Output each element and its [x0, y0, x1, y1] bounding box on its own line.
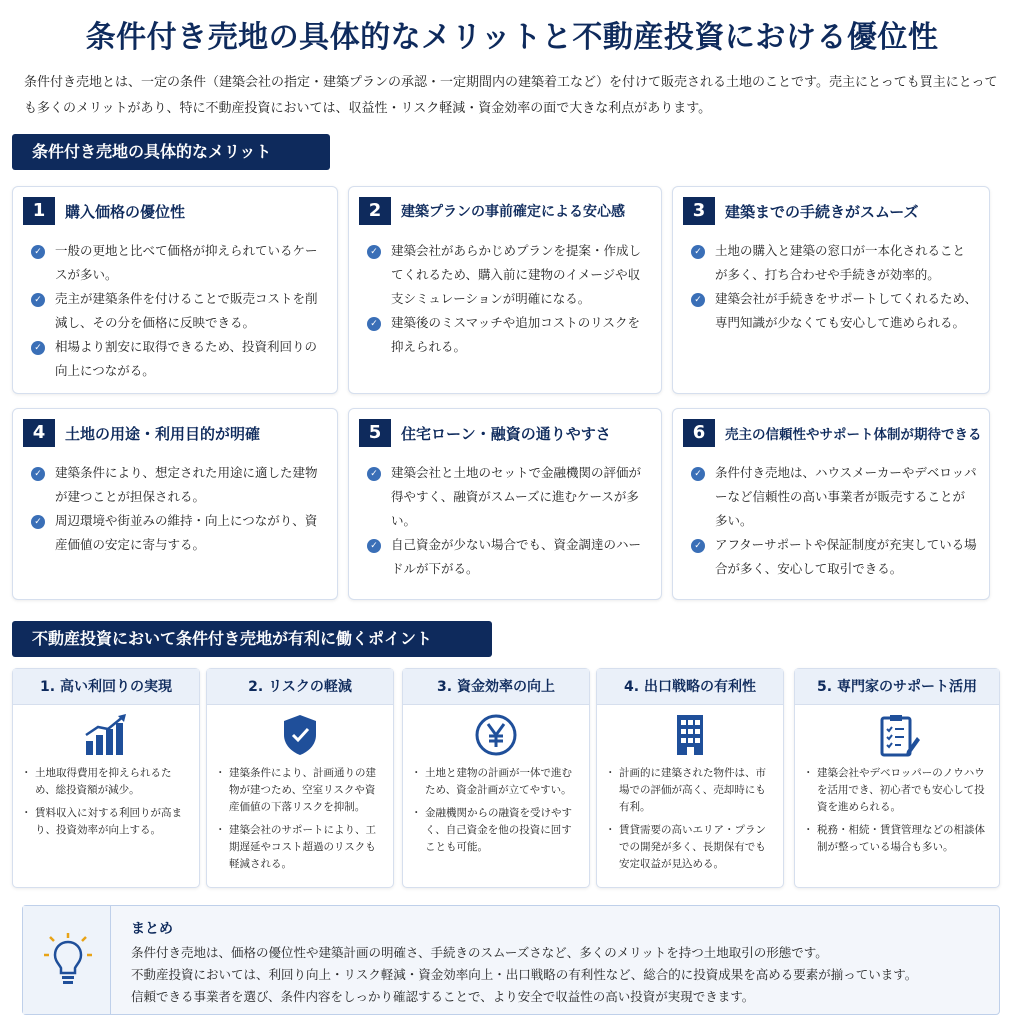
merit-item: ✓ 一般の更地と比べて価格が抑えられているケースが多い。: [31, 239, 325, 287]
merit-card-5: [348, 408, 662, 600]
check-icon: ✓: [31, 245, 45, 259]
point-item: ・ 土地と建物の計画が一体で進むため、資金計画が立てやすい。: [415, 765, 581, 799]
point-item: ・ 金融機関からの融資を受けやすく、自己資金を他の投資に回すことも可能。: [415, 805, 581, 856]
clipboard-icon: [795, 713, 999, 757]
merit-title: 土地の用途・利用目的が明確: [65, 425, 261, 443]
point-title: 3. 資金効率の向上: [403, 669, 589, 705]
yen-icon: [403, 713, 589, 757]
point-item: ・ 建築会社のサポートにより、工期遅延やコスト超過のリスクも軽減される。: [219, 822, 385, 873]
check-icon: ✓: [31, 515, 45, 529]
merit-card-3: [672, 186, 990, 394]
summary-box: [22, 905, 1000, 1015]
point-card-4: [596, 668, 784, 888]
merit-title: 建築までの手続きがスムーズ: [725, 203, 919, 221]
section-header-merits: 条件付き売地の具体的なメリット: [12, 134, 330, 170]
point-item: ・ 計画的に建築された物件は、市場での評価が高く、売却時にも有利。: [609, 765, 775, 816]
point-item: ・ 土地取得費用を抑えられるため、総投資額が減少。: [25, 765, 191, 799]
merit-card-6: [672, 408, 990, 600]
merit-number: 5: [359, 419, 391, 447]
merit-title: 売主の信頼性やサポート体制が期待できる: [725, 427, 982, 443]
page-title: 条件付き売地の具体的なメリットと不動産投資における優位性: [85, 20, 939, 55]
merit-number: 4: [23, 419, 55, 447]
point-title: 1. 高い利回りの実現: [13, 669, 199, 705]
merit-title: 購入価格の優位性: [65, 203, 186, 221]
merit-item: ✓ 売主が建築条件を付けることで販売コストを削減し、その分を価格に反映できる。: [31, 287, 325, 335]
point-card-5: [794, 668, 1000, 888]
point-card-1: [12, 668, 200, 888]
lightbulb-icon: [23, 906, 111, 1014]
check-icon: ✓: [691, 245, 705, 259]
check-icon: ✓: [367, 539, 381, 553]
section-header-points: 不動産投資において条件付き売地が有利に働くポイント: [12, 621, 492, 657]
merit-item: ✓ 周辺環境や街並みの維持・向上につながり、資産価値の安定に寄与する。: [31, 509, 325, 557]
merit-title: 住宅ローン・融資の通りやすさ: [401, 425, 611, 443]
point-title: 5. 専門家のサポート活用: [795, 669, 999, 705]
summary-line: 信頼できる事業者を選び、条件内容をしっかり確認することで、より安全で収益性の高い投資が実現できます。: [131, 989, 755, 1004]
intro-text: 条件付き売地とは、一定の条件（建築会社の指定・建築プランの承認・一定期間内の建築着工など）を付けて販売される土地のことです。売主にとっても買主にとっても多くのメリットがあり、特に不動産投資においては、収益性・リスク軽減・資金効率の面で大きな利点があります。: [24, 75, 998, 116]
merit-card-1: [12, 186, 338, 394]
building-icon: [597, 713, 783, 757]
point-title: 2. リスクの軽減: [207, 669, 393, 705]
merit-item: ✓ 建築会社が手続きをサポートしてくれるため、専門知識が少なくても安心して進められる。: [691, 287, 977, 335]
merit-item: ✓ 建築会社と土地のセットで金融機関の評価が得やすく、融資がスムーズに進むケースが多い。: [367, 461, 649, 533]
merit-title: 建築プランの事前確定による安心感: [401, 204, 625, 220]
check-icon: ✓: [31, 341, 45, 355]
point-item: ・ 賃貸需要の高いエリア・プランでの開発が多く、長期保有でも安定収益が見込める。: [609, 822, 775, 873]
check-icon: ✓: [367, 317, 381, 331]
merit-card-2: [348, 186, 662, 394]
merit-item: ✓ 相場より割安に取得できるため、投資利回りの向上につながる。: [31, 335, 325, 383]
check-icon: ✓: [691, 293, 705, 307]
point-card-2: [206, 668, 394, 888]
summary-title: まとめ: [131, 921, 173, 937]
check-icon: ✓: [367, 245, 381, 259]
merit-number: 2: [359, 197, 391, 225]
shield-icon: [207, 713, 393, 757]
merit-item: ✓ 条件付き売地は、ハウスメーカーやデベロッパーなど信頼性の高い事業者が販売することが多い。: [691, 461, 977, 533]
merit-number: 1: [23, 197, 55, 225]
merit-number: 6: [683, 419, 715, 447]
check-icon: ✓: [31, 467, 45, 481]
merit-item: ✓ 土地の購入と建築の窓口が一本化されることが多く、打ち合わせや手続きが効率的。: [691, 239, 977, 287]
check-icon: ✓: [691, 467, 705, 481]
chart-up-icon: [13, 713, 199, 757]
point-item: ・ 賃料収入に対する利回りが高まり、投資効率が向上する。: [25, 805, 191, 839]
point-card-3: [402, 668, 590, 888]
summary-line: 不動産投資においては、利回り向上・リスク軽減・資金効率向上・出口戦略の有利性など、総合的に投資成果を高める要素が揃っています。: [131, 967, 918, 982]
merit-card-4: [12, 408, 338, 600]
merit-item: ✓ 建築後のミスマッチや追加コストのリスクを抑えられる。: [367, 311, 649, 359]
check-icon: ✓: [31, 293, 45, 307]
point-item: ・ 建築条件により、計画通りの建物が建つため、空室リスクや資産価値の下落リスクを抑制。: [219, 765, 385, 816]
point-item: ・ 建築会社やデベロッパーのノウハウを活用でき、初心者でも安心して投資を進められる。: [807, 765, 991, 816]
merit-item: ✓ 自己資金が少ない場合でも、資金調達のハードルが下がる。: [367, 533, 649, 581]
point-item: ・ 税務・相続・賃貸管理などの相談体制が整っている場合も多い。: [807, 822, 991, 856]
merit-item: ✓ 建築条件により、想定された用途に適した建物が建つことが担保される。: [31, 461, 325, 509]
summary-line: 条件付き売地は、価格の優位性や建築計画の明確さ、手続きのスムーズさなど、多くのメリットを持つ土地取引の形態です。: [131, 945, 828, 960]
check-icon: ✓: [367, 467, 381, 481]
merit-item: ✓ 建築会社があらかじめプランを提案・作成してくれるため、購入前に建物のイメージや収支シミュレーションが明確になる。: [367, 239, 649, 311]
point-title: 4. 出口戦略の有利性: [597, 669, 783, 705]
check-icon: ✓: [691, 539, 705, 553]
merit-item: ✓ アフターサポートや保証制度が充実している場合が多く、安心して取引できる。: [691, 533, 977, 581]
merit-number: 3: [683, 197, 715, 225]
